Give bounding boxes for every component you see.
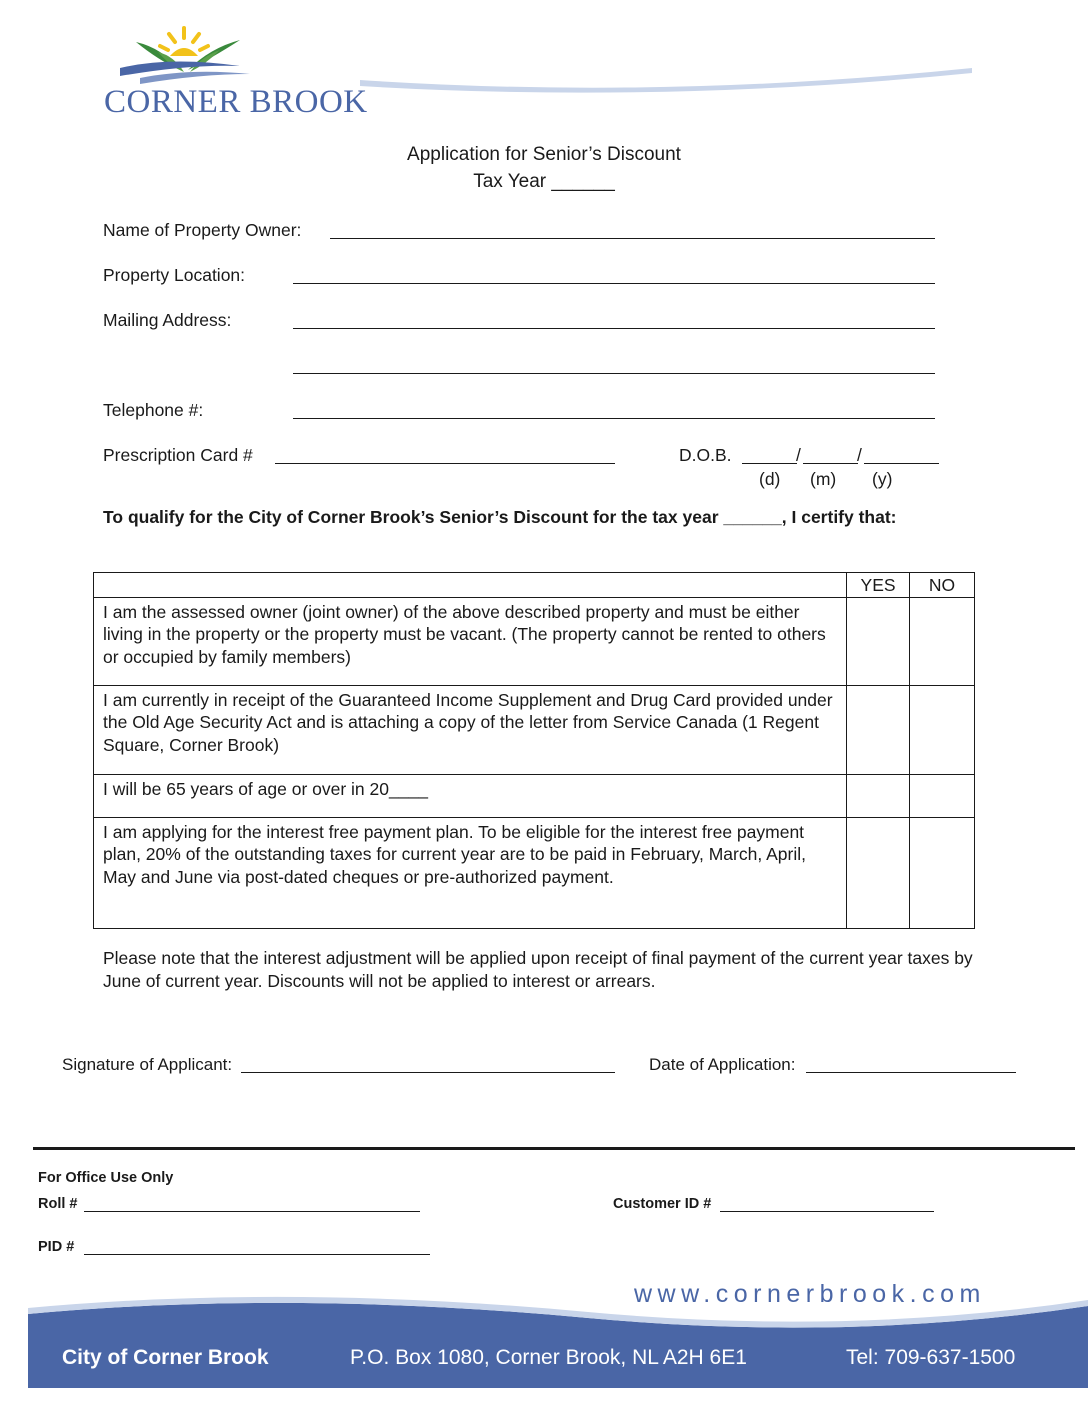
yes-checkbox-4[interactable] — [847, 817, 910, 928]
location-label: Property Location: — [103, 265, 246, 285]
tax-year-label: Tax Year ______ — [473, 171, 615, 192]
customer-id-label: Customer ID # — [613, 1196, 712, 1212]
criterion-supplement: I am currently in receipt of the Guaranteed Income Supplement and Drug Card provided under the Old Age Security Act and is attaching a copy of the letter from Service Canada (1 Regent Square, Corner Brook) — [94, 685, 847, 774]
dob-day-input[interactable] — [742, 463, 797, 464]
roll-label: Roll # — [38, 1196, 78, 1212]
no-checkbox-3[interactable] — [910, 774, 975, 817]
telephone-label: Telephone #: — [103, 400, 204, 420]
mailing-input-2[interactable] — [293, 373, 935, 374]
yes-checkbox-2[interactable] — [847, 685, 910, 774]
table-header-blank — [94, 573, 847, 598]
yes-checkbox-3[interactable] — [847, 774, 910, 817]
date-label: Date of Application: — [649, 1055, 796, 1074]
date-input[interactable] — [806, 1072, 1016, 1073]
pid-input[interactable] — [84, 1254, 430, 1255]
website-link[interactable]: www.cornerbrook.com — [634, 1280, 986, 1308]
footer-city-name: City of Corner Brook — [62, 1346, 269, 1369]
owner-label: Name of Property Owner: — [103, 220, 302, 240]
roll-input[interactable] — [84, 1211, 420, 1212]
signature-input[interactable] — [241, 1072, 615, 1073]
certify-statement: To qualify for the City of Corner Brook’s Senior’s Discount for the tax year ______, I certify that: — [103, 507, 897, 527]
dob-label: D.O.B. — [679, 445, 732, 465]
interest-note: Please note that the interest adjustment will be applied upon receipt of final payment of the current year taxes by June of current year. Discounts will not be applied to interest or arrears. — [103, 948, 973, 991]
logo-wordmark: CORNER BROOK — [104, 84, 368, 120]
customer-id-input[interactable] — [720, 1211, 934, 1212]
dob-year-hint: (y) — [872, 469, 893, 489]
telephone-input[interactable] — [293, 418, 935, 419]
office-heading: For Office Use Only — [38, 1170, 174, 1186]
mailing-input-1[interactable] — [293, 328, 935, 329]
form-title: Application for Senior’s Discount — [407, 144, 681, 165]
criterion-payment-plan: I am applying for the interest free payment plan. To be eligible for the interest free payment plan, 20% of the outstanding taxes for current year are to be paid in February, March, April, May and June via post-dated cheques or pre-authorized payment. — [94, 817, 847, 928]
owner-input[interactable] — [330, 238, 935, 239]
office-divider — [33, 1147, 1075, 1150]
header-swoosh — [360, 60, 980, 100]
dob-month-input[interactable] — [803, 463, 858, 464]
table-row — [94, 774, 975, 817]
city-logo — [100, 26, 370, 126]
location-input[interactable] — [293, 283, 935, 284]
mailing-label: Mailing Address: — [103, 310, 232, 330]
dob-day-hint: (d) — [759, 469, 781, 489]
no-column-header: NO — [910, 573, 975, 598]
prescription-input[interactable] — [275, 463, 615, 464]
footer-band — [28, 1296, 1088, 1388]
criteria-table — [93, 572, 975, 929]
criterion-owner: I am the assessed owner (joint owner) of the above described property and must be either living in the property or the property must be vacant. (The property cannot be rented to others or occupied by family members) — [94, 597, 847, 685]
footer-address: P.O. Box 1080, Corner Brook, NL A2H 6E1 — [350, 1346, 747, 1369]
yes-checkbox-1[interactable] — [847, 597, 910, 685]
table-header-row — [94, 573, 975, 598]
no-checkbox-4[interactable] — [910, 817, 975, 928]
table-row — [94, 685, 975, 774]
criterion-age: I will be 65 years of age or over in 20____ — [94, 774, 847, 817]
dob-month-hint: (m) — [810, 469, 837, 489]
dob-sep-1: / — [796, 445, 801, 465]
prescription-label: Prescription Card # — [103, 445, 253, 465]
footer-telephone: Tel: 709-637-1500 — [846, 1346, 1016, 1369]
pid-label: PID # — [38, 1239, 75, 1255]
dob-sep-2: / — [857, 445, 862, 465]
yes-column-header: YES — [847, 573, 910, 598]
signature-label: Signature of Applicant: — [62, 1055, 233, 1074]
table-row — [94, 817, 975, 928]
dob-year-input[interactable] — [864, 463, 939, 464]
no-checkbox-2[interactable] — [910, 685, 975, 774]
table-row — [94, 597, 975, 685]
no-checkbox-1[interactable] — [910, 597, 975, 685]
